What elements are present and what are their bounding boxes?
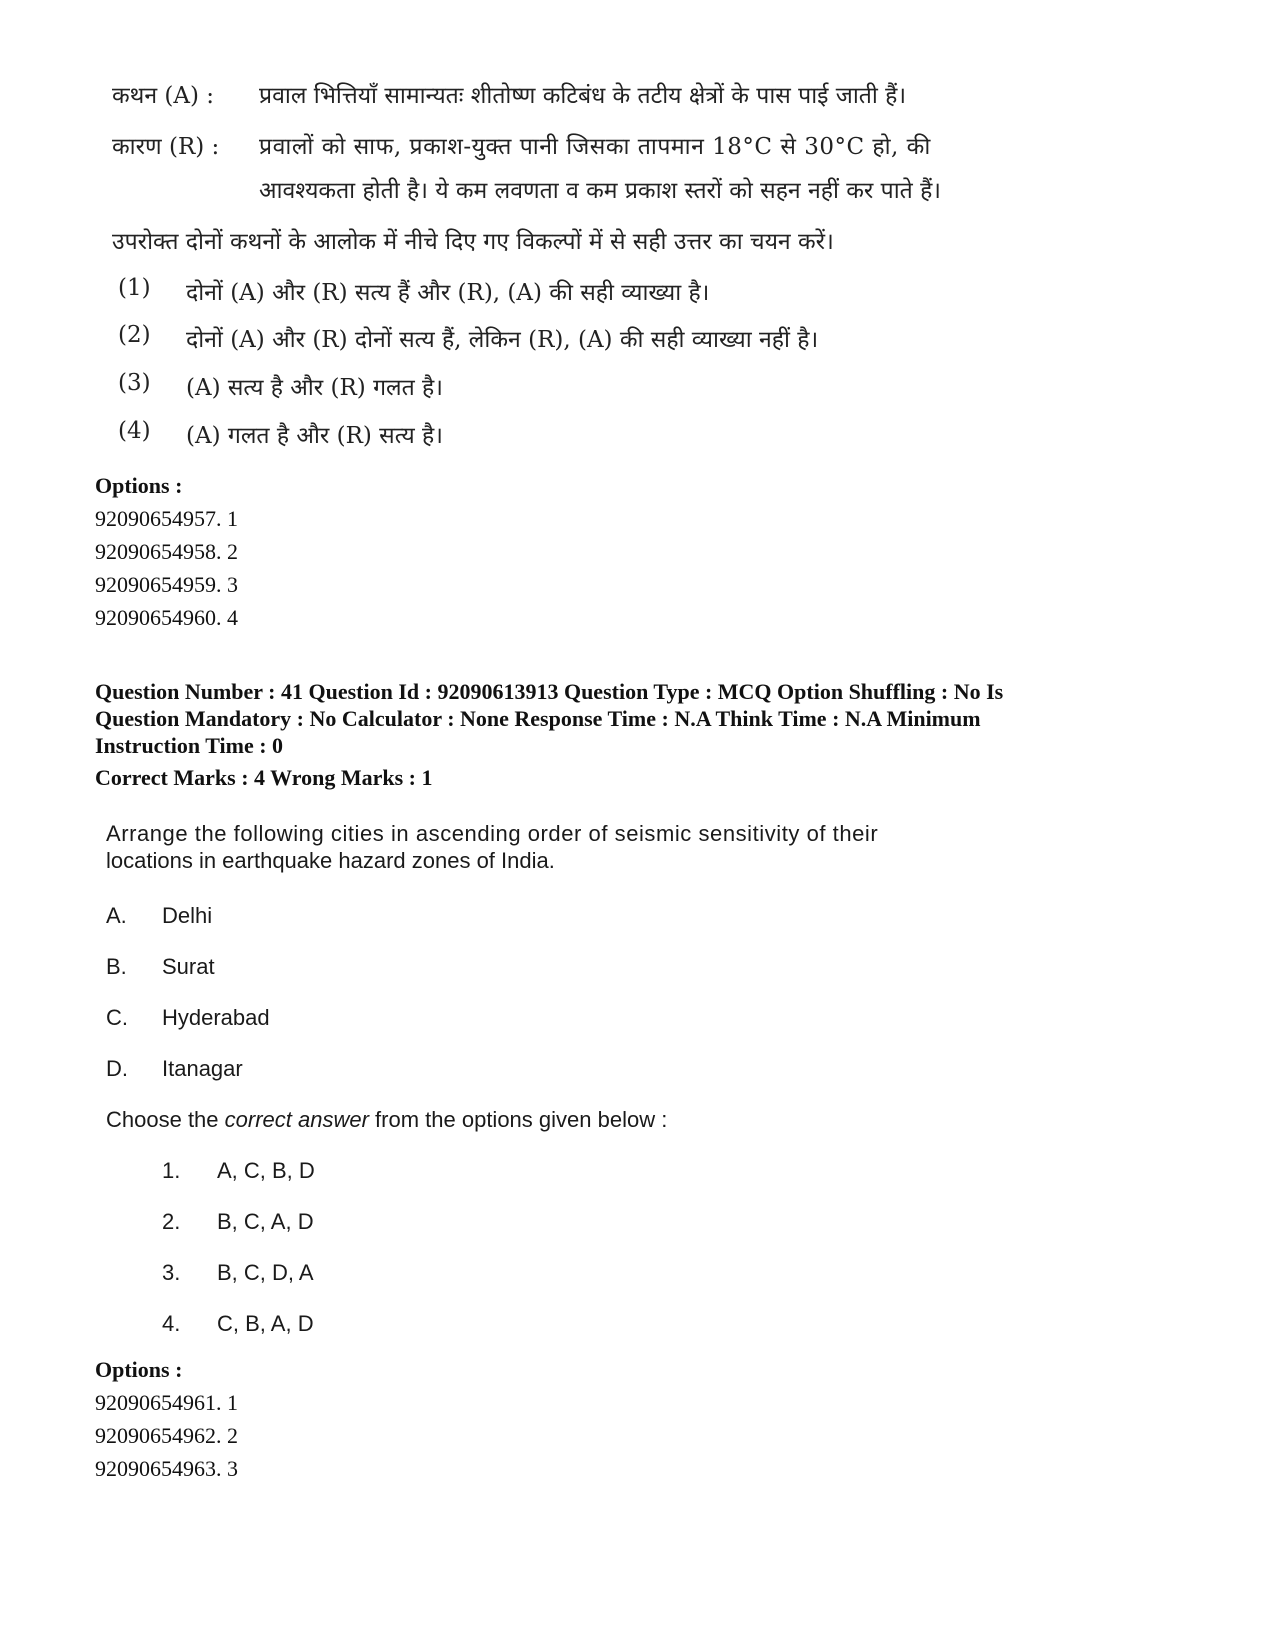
q40-choice-number: (4) [118, 418, 151, 444]
q41-choice-text: B, C, D, A [217, 1260, 314, 1285]
q41-choice-number: 2. [162, 1209, 181, 1234]
q41-stem-line: Arrange the following cities in ascending order of seismic sensitivity of their [106, 821, 879, 846]
q41-options-heading: Options : [95, 1357, 183, 1382]
q40-options-heading: Options : [95, 473, 183, 498]
q40-reason-label: कारण (R) : [112, 134, 220, 160]
q41-choose-instruction [106, 1107, 667, 1133]
q41-choice-number: 1. [162, 1158, 181, 1183]
q41-choice-text: C, B, A, D [217, 1311, 314, 1336]
q41-meta [95, 678, 1095, 759]
q41-item-text: Delhi [162, 903, 213, 928]
q40-option-id: 92090654960. 4 [95, 605, 238, 630]
q41-choose-italic: correct answer [224, 1107, 369, 1132]
q41-item-letter: A. [106, 903, 127, 928]
q40-assertion-text: प्रवाल भित्तियाँ सामान्यतः शीतोष्ण कटिबंध के तटीय क्षेत्रों के पास पाई जाती हैं। [259, 83, 907, 109]
q40-choice-number: (1) [118, 275, 151, 301]
q41-question-stem [106, 820, 966, 874]
q41-marks: Correct Marks : 4 Wrong Marks : 1 [95, 765, 433, 790]
q40-choice-text: (A) सत्य है और (R) गलत है। [186, 375, 443, 401]
q40-choice-text: (A) गलत है और (R) सत्य है। [186, 423, 443, 449]
q41-choice-text: B, C, A, D [217, 1209, 314, 1234]
q40-option-id: 92090654957. 1 [95, 506, 238, 531]
q40-choice-text: दोनों (A) और (R) सत्य हैं और (R), (A) की सही व्याख्या है। [186, 280, 710, 306]
q41-option-id: 92090654962. 2 [95, 1423, 238, 1448]
q41-item-text: Surat [162, 954, 215, 979]
q41-item-letter: B. [106, 954, 127, 979]
q40-choice-number: (3) [118, 370, 151, 396]
q41-meta-line: Question Mandatory : No Calculator : None Response Time : N.A Think Time : N.A Minimum [95, 706, 981, 731]
q40-reason-line1: प्रवालों को साफ, प्रकाश-युक्त पानी जिसका तापमान 18°C से 30°C हो, की [259, 134, 931, 160]
q41-choice-text: A, C, B, D [217, 1158, 315, 1183]
q40-choice-number: (2) [118, 322, 151, 348]
q41-meta-line: Question Number : 41 Question Id : 92090613913 Question Type : MCQ Option Shuffling : No Is [95, 679, 1004, 704]
q41-choose-prefix: Choose the [106, 1107, 225, 1132]
q41-item-letter: C. [106, 1005, 128, 1030]
q40-option-id: 92090654958. 2 [95, 539, 238, 564]
q41-item-letter: D. [106, 1056, 128, 1081]
q41-choose-suffix: from the options given below : [368, 1107, 668, 1132]
q41-item-text: Itanagar [162, 1056, 243, 1081]
q41-choice-number: 3. [162, 1260, 181, 1285]
q40-reason-line2: आवश्यकता होती है। ये कम लवणता व कम प्रकाश स्तरों को सहन नहीं कर पाते हैं। [259, 178, 941, 204]
q40-instruction: उपरोक्त दोनों कथनों के आलोक में नीचे दिए गए विकल्पों में से सही उत्तर का चयन करें। [112, 229, 834, 255]
q41-item-text: Hyderabad [162, 1005, 270, 1030]
q40-assertion-label: कथन (A) : [112, 83, 215, 109]
q41-stem-line: locations in earthquake hazard zones of India. [106, 848, 555, 873]
q41-option-id: 92090654963. 3 [95, 1456, 238, 1481]
q41-choice-number: 4. [162, 1311, 181, 1336]
q41-option-id: 92090654961. 1 [95, 1390, 238, 1415]
q41-meta-line: Instruction Time : 0 [95, 733, 284, 758]
q40-option-id: 92090654959. 3 [95, 572, 238, 597]
q40-choice-text: दोनों (A) और (R) दोनों सत्य हैं, लेकिन (R), (A) की सही व्याख्या नहीं है। [186, 327, 819, 353]
